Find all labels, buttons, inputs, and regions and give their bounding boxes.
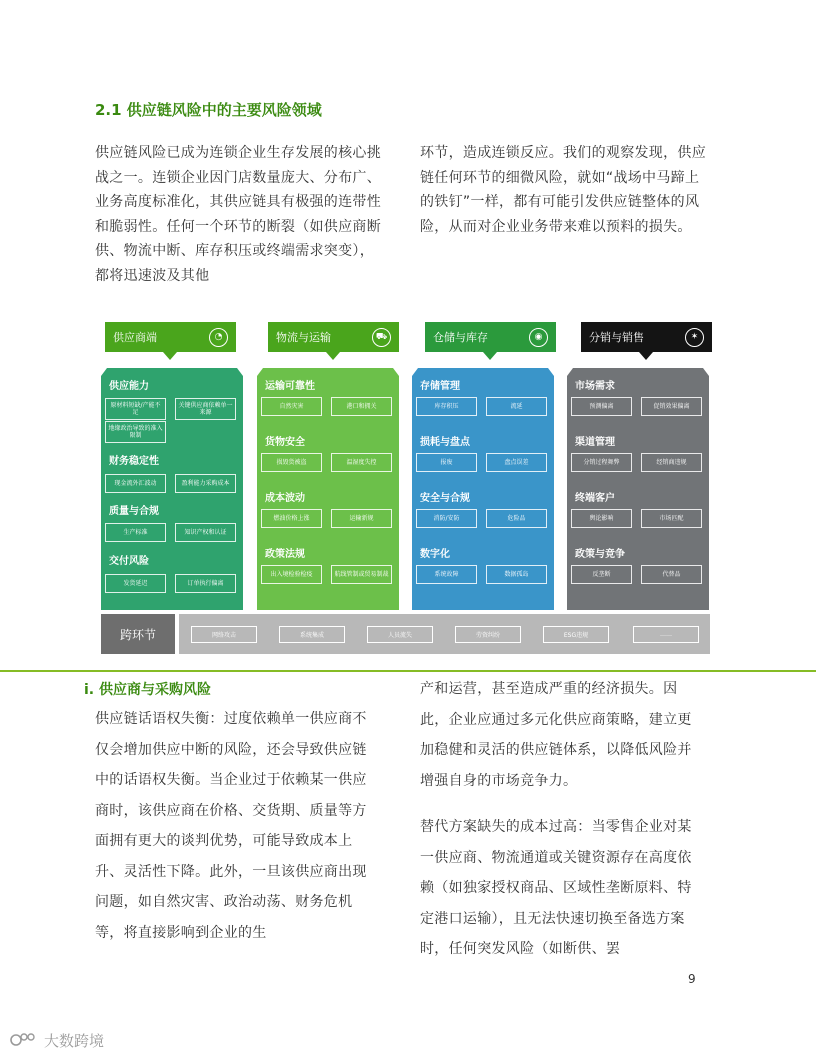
risk-item-box: 运输新规 xyxy=(331,509,392,528)
page-number: 9 xyxy=(688,972,696,986)
gauge-icon: ◔ xyxy=(209,328,228,347)
cross-segment-band xyxy=(179,614,710,654)
watermark-logo-icon xyxy=(10,1031,40,1051)
cross-segment-item: 系统集成 xyxy=(279,626,345,643)
risk-item-box: 自然灾害 xyxy=(261,397,322,416)
risk-item-box: 港口和拥关 xyxy=(331,397,392,416)
cross-segment-item: 劳资纠纷 xyxy=(455,626,521,643)
column-pointer xyxy=(163,352,177,360)
risk-category: 质量与合规 xyxy=(109,506,159,517)
risk-item-box: 损毁货被盗 xyxy=(261,453,322,472)
risk-category: 政策与竞争 xyxy=(575,549,625,560)
risk-item-box: 流延 xyxy=(486,397,547,416)
risk-category: 成本波动 xyxy=(265,493,305,504)
risk-category: 交付风险 xyxy=(109,556,149,567)
risk-category: 财务稳定性 xyxy=(109,456,159,467)
risk-item-box: 发货延迟 xyxy=(105,574,166,593)
risk-item-box: 地缘政治导致的准入限制 xyxy=(105,421,166,443)
column-title: 分销与销售 xyxy=(589,331,644,344)
risk-item-box: 盘点误差 xyxy=(486,453,547,472)
bulb-icon: ◉ xyxy=(529,328,548,347)
risk-item-box: 燃油价格上涨 xyxy=(261,509,322,528)
risk-item-box: 消防/安防 xyxy=(416,509,477,528)
cross-segment-item: 网络攻击 xyxy=(191,626,257,643)
satellite-icon: ✶ xyxy=(685,328,704,347)
risk-item-box: 危险品 xyxy=(486,509,547,528)
section-divider xyxy=(0,670,816,672)
risk-item-box: 原材料短缺/产能不足 xyxy=(105,398,166,420)
risk-item-box: 市场匹配 xyxy=(641,509,702,528)
risk-category: 市场需求 xyxy=(575,381,615,392)
body-paragraph-right-1: 产和运营，甚至造成严重的经济损失。因此，企业应通过多元化供应商策略，建立更加稳健和灵活的供应链体系，以降低风险并增强自身的市场竞争力。 xyxy=(420,681,692,789)
risk-item-box: 预测偏离 xyxy=(571,397,632,416)
column-header-1 xyxy=(105,322,236,352)
risk-item-box: 经销商违规 xyxy=(641,453,702,472)
risk-item-box: 舆论影响 xyxy=(571,509,632,528)
risk-category: 安全与合规 xyxy=(420,493,470,504)
risk-item-box: 订单执行偏离 xyxy=(175,574,236,593)
risk-item-box: 数据孤岛 xyxy=(486,565,547,584)
truck-icon: ⛟ xyxy=(372,328,391,347)
risk-category: 供应能力 xyxy=(109,381,149,392)
cross-segment-item: ESG违规 xyxy=(543,626,609,643)
risk-category: 渠道管理 xyxy=(575,437,615,448)
risk-item-box: 出入境检验检疫 xyxy=(261,565,322,584)
risk-item-box: 盈利能力采购成本 xyxy=(175,474,236,493)
risk-item-box: 系统故障 xyxy=(416,565,477,584)
risk-category: 货物安全 xyxy=(265,437,305,448)
risk-category: 存储管理 xyxy=(420,381,460,392)
risk-item-box: 温湿度失控 xyxy=(331,453,392,472)
risk-item-box: 代替品 xyxy=(641,565,702,584)
risk-item-box: 分销过程舞弊 xyxy=(571,453,632,472)
column-title: 物流与运输 xyxy=(276,331,331,344)
risk-category: 损耗与盘点 xyxy=(420,437,470,448)
watermark-text: 大数跨境 xyxy=(44,1032,105,1050)
risk-item-box: 航线管制或贸易制裁 xyxy=(331,565,392,584)
risk-item-box: 现金流外汇波动 xyxy=(105,474,166,493)
risk-category: 政策法规 xyxy=(265,549,305,560)
subsection-title: i. 供应商与采购风险 xyxy=(84,682,211,698)
risk-item-box: 反垄断 xyxy=(571,565,632,584)
risk-item-box: 关键供应商依赖单一来源 xyxy=(175,398,236,420)
risk-category: 数字化 xyxy=(420,549,450,560)
column-pointer xyxy=(483,352,497,360)
watermark xyxy=(10,1030,104,1051)
risk-item-box: 库存积压 xyxy=(416,397,477,416)
body-paragraph-right-2: 替代方案缺失的成本过高：当零售企业对某一供应商、物流通道或关键资源存在高度依赖（如独家授权商品、区域性垄断原料、特定港口运输），且无法快速切换至备选方案时，任何突发风险（如断供、罢 xyxy=(420,819,692,957)
column-header-3 xyxy=(425,322,556,352)
column-header-2 xyxy=(268,322,399,352)
cross-segment-item: 人员流失 xyxy=(367,626,433,643)
risk-item-box: 生产标准 xyxy=(105,523,166,542)
column-header-4 xyxy=(581,322,712,352)
intro-paragraph-right: 环节，造成连锁反应。我们的观察发现，供应链任何环节的细微风险，就如“战场中马蹄上的铁钉”一样，都有可能引发供应链整体的风险，从而对企业业务带来难以预料的损失。 xyxy=(420,145,706,235)
risk-category: 运输可靠性 xyxy=(265,381,315,392)
risk-item-box: 报废 xyxy=(416,453,477,472)
cross-segment-label: 跨环节 xyxy=(101,614,175,654)
column-pointer xyxy=(326,352,340,360)
column-title: 仓储与库存 xyxy=(433,331,488,344)
risk-item-box: 促销效果偏离 xyxy=(641,397,702,416)
risk-item-box: 知识产权和认证 xyxy=(175,523,236,542)
column-pointer xyxy=(639,352,653,360)
body-paragraph-left: 供应链话语权失衡：过度依赖单一供应商不仅会增加供应中断的风险，还会导致供应链中的话语权失衡。当企业过于依赖某一供应商时，该供应商在价格、交货期、质量等方面拥有更大的谈判优势，可能导致成本上升、灵活性下降。此外，一旦该供应商出现问题，如自然灾害、政治动荡、财务危机等，将直接影响到企业的生 xyxy=(95,711,367,941)
risk-category: 终端客户 xyxy=(575,493,615,504)
cross-segment-item: …… xyxy=(633,626,699,643)
column-title: 供应商端 xyxy=(113,331,157,344)
section-title: 2.1 供应链风险中的主要风险领域 xyxy=(95,101,322,119)
intro-paragraph-left: 供应链风险已成为连锁企业生存发展的核心挑战之一。连锁企业因门店数量庞大、分布广、业务高度标准化，其供应链具有极强的连带性和脆弱性。任何一个环节的断裂（如供应商断供、物流中断、库存积压或终端需求突变），都将迅速波及其他 xyxy=(95,145,381,284)
